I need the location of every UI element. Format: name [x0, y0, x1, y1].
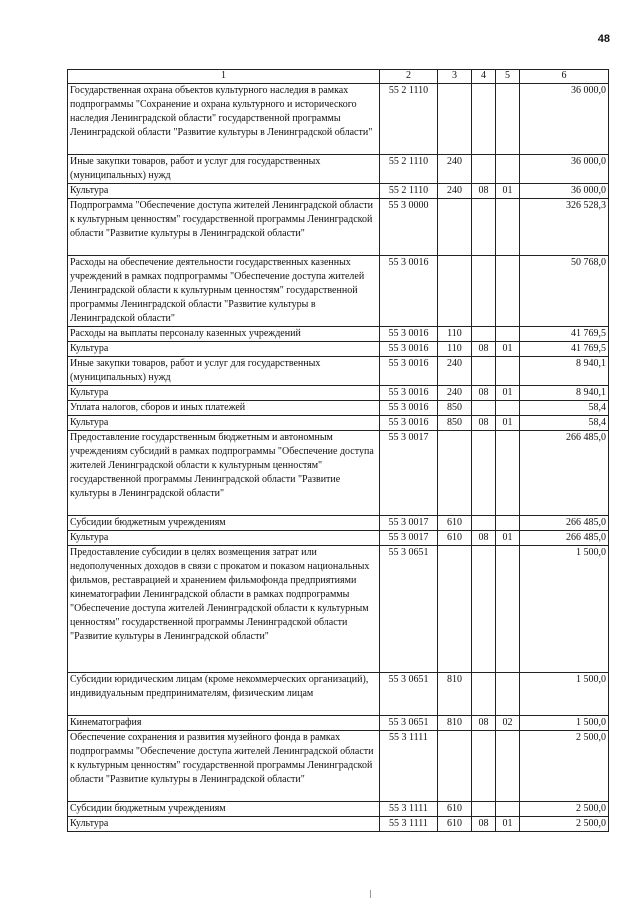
row-section: 08 [472, 416, 496, 431]
row-amount: 58,4 [520, 401, 609, 416]
row-expense-type: 240 [438, 184, 472, 199]
row-code: 55 3 0016 [380, 256, 438, 327]
row-code: 55 3 0651 [380, 546, 438, 673]
row-section: 08 [472, 184, 496, 199]
row-subsection [496, 546, 520, 673]
row-name: Субсидии бюджетным учреждениям [68, 802, 380, 817]
row-subsection [496, 431, 520, 516]
row-amount: 41 769,5 [520, 327, 609, 342]
row-code: 55 3 0017 [380, 431, 438, 516]
row-amount: 36 000,0 [520, 155, 609, 184]
row-section: 08 [472, 531, 496, 546]
row-expense-type [438, 731, 472, 802]
row-code: 55 2 1110 [380, 84, 438, 155]
row-name: Государственная охрана объектов культурного наследия в рамках подпрограммы "Сохранение и охрана культурного и исторического наследия Ленинградской области" государственной программы Ленинградской области "Развитие культуры в Ленинградской области" [68, 84, 380, 155]
row-section [472, 401, 496, 416]
row-code: 55 3 0016 [380, 327, 438, 342]
header-col-6: 6 [520, 70, 609, 84]
row-name: Культура [68, 184, 380, 199]
table-body [68, 84, 609, 832]
row-subsection [496, 802, 520, 817]
row-expense-type [438, 84, 472, 155]
row-name: Обеспечение сохранения и развития музейного фонда в рамках подпрограммы "Обеспечение доступа жителей Ленинградской области к культурным ценностям" государственной программы Ленинградской области "Развитие культуры в Ленинградской области" [68, 731, 380, 802]
row-amount: 41 769,5 [520, 342, 609, 357]
row-expense-type: 610 [438, 531, 472, 546]
row-section: 08 [472, 342, 496, 357]
row-name: Расходы на выплаты персоналу казенных учреждений [68, 327, 380, 342]
row-code: 55 3 0017 [380, 531, 438, 546]
row-expense-type: 110 [438, 327, 472, 342]
row-subsection [496, 516, 520, 531]
row-code: 55 3 1111 [380, 817, 438, 832]
row-code: 55 3 0016 [380, 342, 438, 357]
row-code: 55 3 1111 [380, 802, 438, 817]
header-col-5: 5 [496, 70, 520, 84]
row-expense-type: 240 [438, 386, 472, 401]
row-subsection [496, 401, 520, 416]
page-number: 48 [597, 33, 610, 45]
table-row [68, 546, 609, 673]
row-amount: 326 528,3 [520, 199, 609, 256]
row-subsection: 01 [496, 416, 520, 431]
table-row [68, 401, 609, 416]
row-section [472, 546, 496, 673]
row-name: Культура [68, 386, 380, 401]
row-subsection [496, 155, 520, 184]
table-row [68, 817, 609, 832]
row-name: Культура [68, 531, 380, 546]
row-expense-type: 110 [438, 342, 472, 357]
row-expense-type [438, 431, 472, 516]
row-expense-type: 850 [438, 401, 472, 416]
row-section [472, 516, 496, 531]
row-amount: 1 500,0 [520, 673, 609, 716]
row-code: 55 2 1110 [380, 184, 438, 199]
row-code: 55 3 0017 [380, 516, 438, 531]
row-subsection: 01 [496, 817, 520, 832]
header-col-1: 1 [68, 70, 380, 84]
row-amount: 266 485,0 [520, 431, 609, 516]
row-amount: 266 485,0 [520, 516, 609, 531]
header-row [68, 70, 609, 84]
row-subsection [496, 673, 520, 716]
row-amount: 1 500,0 [520, 716, 609, 731]
row-expense-type: 240 [438, 155, 472, 184]
table-row [68, 516, 609, 531]
row-subsection [496, 357, 520, 386]
row-code: 55 2 1110 [380, 155, 438, 184]
row-name: Уплата налогов, сборов и иных платежей [68, 401, 380, 416]
row-name: Предоставление субсидии в целях возмещения затрат или недополученных доходов в связи с прокатом и показом национальных фильмов, реставрацией и хранением фильмофонда предприятиями кинематографии Ленинградской области в рамках подпрограммы "Обеспечение доступа жителей Ленинградской области к культурным ценностям" государственной программы Ленинградской области "Развитие культуры в Ленинградской области" [68, 546, 380, 673]
scan-mark [370, 890, 371, 898]
row-name: Иные закупки товаров, работ и услуг для государственных (муниципальных) нужд [68, 357, 380, 386]
table-row [68, 802, 609, 817]
row-subsection [496, 199, 520, 256]
table-row [68, 716, 609, 731]
row-section [472, 256, 496, 327]
table-row [68, 256, 609, 327]
row-amount: 2 500,0 [520, 817, 609, 832]
row-code: 55 3 0000 [380, 199, 438, 256]
row-section: 08 [472, 716, 496, 731]
table-row [68, 199, 609, 256]
row-amount: 8 940,1 [520, 386, 609, 401]
row-section [472, 357, 496, 386]
row-name: Кинематография [68, 716, 380, 731]
row-expense-type: 240 [438, 357, 472, 386]
row-section [472, 84, 496, 155]
row-amount: 1 500,0 [520, 546, 609, 673]
table-row [68, 155, 609, 184]
table-row [68, 184, 609, 199]
row-name: Культура [68, 416, 380, 431]
row-expense-type: 810 [438, 673, 472, 716]
row-expense-type [438, 199, 472, 256]
row-code: 55 3 0651 [380, 673, 438, 716]
row-amount: 266 485,0 [520, 531, 609, 546]
row-name: Расходы на обеспечение деятельности государственных казенных учреждений в рамках подпрограммы "Обеспечение доступа жителей Ленинградской области к культурным ценностям" государственной программы Ленинградской области "Развитие культуры в Ленинградской области" [68, 256, 380, 327]
row-name: Предоставление государственным бюджетным и автономным учреждениям субсидий в рамках подпрограммы "Обеспечение доступа жителей Ленинградской области к культурным ценностям" государственной программы Ленинградской области "Развитие культуры в Ленинградской области" [68, 431, 380, 516]
table-row [68, 327, 609, 342]
row-section [472, 431, 496, 516]
row-expense-type: 610 [438, 516, 472, 531]
row-amount: 8 940,1 [520, 357, 609, 386]
table-row [68, 431, 609, 516]
header-col-2: 2 [380, 70, 438, 84]
row-subsection: 01 [496, 386, 520, 401]
table-header [68, 70, 609, 84]
table-row [68, 342, 609, 357]
row-section: 08 [472, 817, 496, 832]
table-row [68, 531, 609, 546]
row-section [472, 673, 496, 716]
row-subsection: 01 [496, 531, 520, 546]
row-expense-type [438, 256, 472, 327]
header-col-4: 4 [472, 70, 496, 84]
row-name: Культура [68, 817, 380, 832]
row-code: 55 3 0016 [380, 357, 438, 386]
row-code: 55 3 0016 [380, 401, 438, 416]
row-amount: 58,4 [520, 416, 609, 431]
row-section [472, 731, 496, 802]
row-subsection [496, 731, 520, 802]
row-subsection [496, 256, 520, 327]
row-name: Субсидии бюджетным учреждениям [68, 516, 380, 531]
row-subsection: 01 [496, 342, 520, 357]
row-amount: 2 500,0 [520, 802, 609, 817]
row-amount: 2 500,0 [520, 731, 609, 802]
row-code: 55 3 0016 [380, 416, 438, 431]
row-expense-type: 850 [438, 416, 472, 431]
row-expense-type: 810 [438, 716, 472, 731]
row-amount: 50 768,0 [520, 256, 609, 327]
row-name: Иные закупки товаров, работ и услуг для государственных (муниципальных) нужд [68, 155, 380, 184]
row-code: 55 3 1111 [380, 731, 438, 802]
table-row [68, 731, 609, 802]
row-subsection: 01 [496, 184, 520, 199]
row-expense-type: 610 [438, 817, 472, 832]
row-subsection: 02 [496, 716, 520, 731]
table-row [68, 84, 609, 155]
row-name: Субсидии юридическим лицам (кроме некоммерческих организаций), индивидуальным предпринимателям, физическим лицам [68, 673, 380, 716]
header-col-3: 3 [438, 70, 472, 84]
row-expense-type: 610 [438, 802, 472, 817]
row-section [472, 327, 496, 342]
row-section [472, 155, 496, 184]
row-subsection [496, 327, 520, 342]
row-expense-type [438, 546, 472, 673]
table-row [68, 357, 609, 386]
row-amount: 36 000,0 [520, 184, 609, 199]
table-row [68, 416, 609, 431]
row-name: Культура [68, 342, 380, 357]
row-amount: 36 000,0 [520, 84, 609, 155]
row-subsection [496, 84, 520, 155]
table-row [68, 386, 609, 401]
row-section: 08 [472, 386, 496, 401]
table-row [68, 673, 609, 716]
row-section [472, 802, 496, 817]
row-code: 55 3 0651 [380, 716, 438, 731]
row-section [472, 199, 496, 256]
row-code: 55 3 0016 [380, 386, 438, 401]
row-name: Подпрограмма "Обеспечение доступа жителей Ленинградской области к культурным ценностям" государственной программы Ленинградской области "Развитие культуры в Ленинградской области" [68, 199, 380, 256]
budget-table [67, 69, 609, 832]
